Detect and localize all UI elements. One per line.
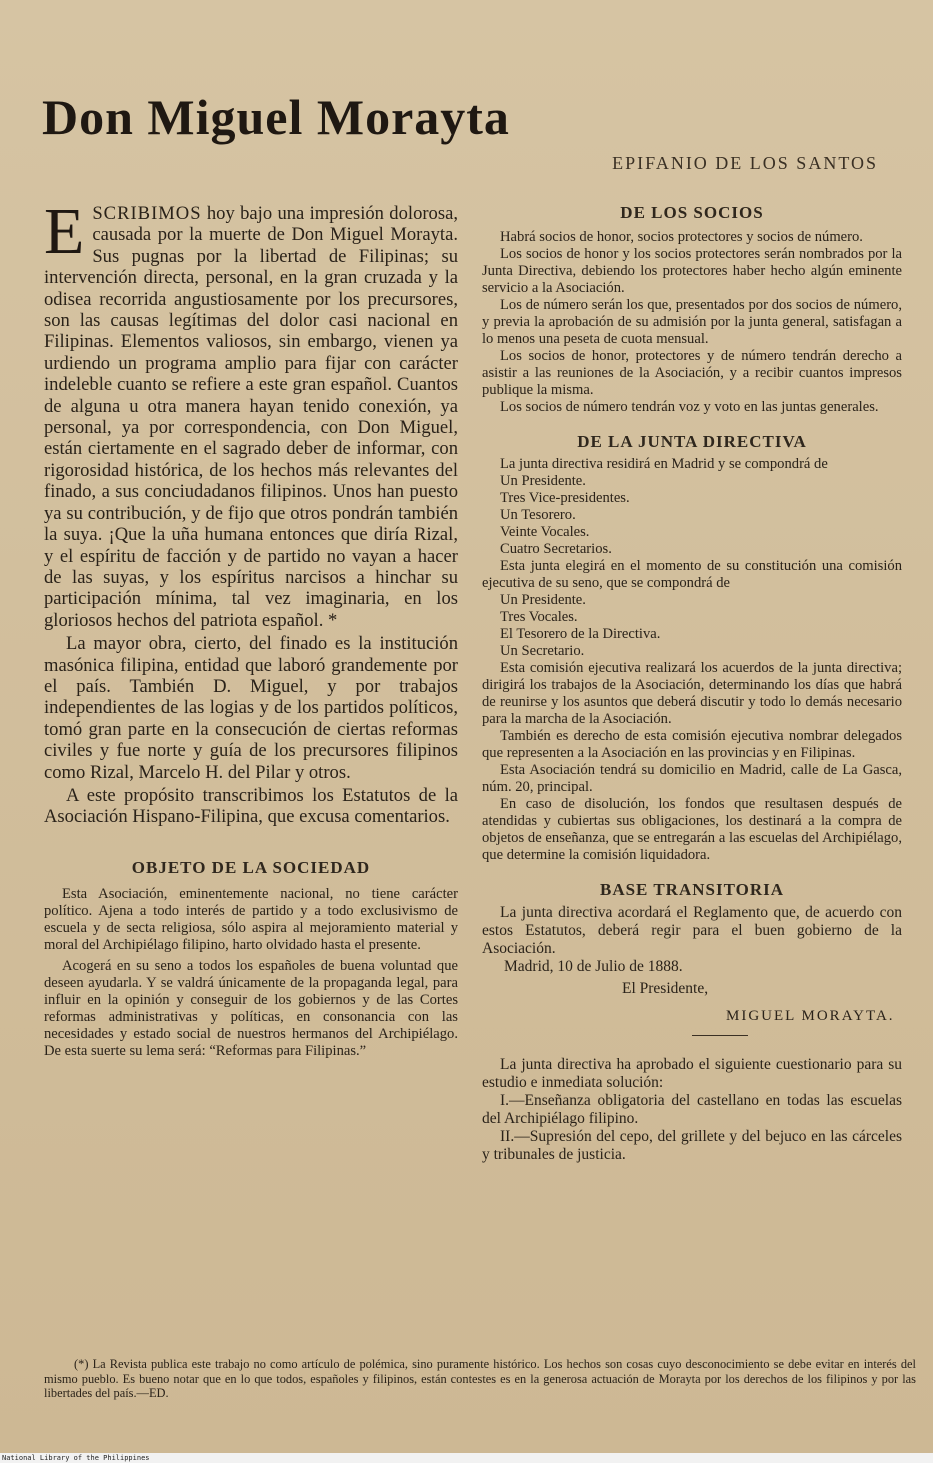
cuestionario-paragraph: II.—Supresión del cepo, del grillete y del bejuco en las cárceles y tribunales de justicia. xyxy=(482,1128,902,1163)
list-item: Tres Vice-presidentes. xyxy=(500,490,630,506)
objeto-paragraph: Esta Asociación, eminentemente nacional, no tiene carácter político. Ajena a todo interés de partido y a todo exclusivismo de escuela y de secta religiosa, sólo aspira al mejoramiento material y moral del Archipiélago filipino, harto olvidado hasta el presente. xyxy=(44,885,458,953)
section-heading-base: BASE TRANSITORIA xyxy=(599,880,785,899)
article-title: Don Miguel Morayta xyxy=(42,89,510,145)
comision-intro: Esta junta elegirá en el momento de su constitución una comisión ejecutiva de su seno, que se compondrá de xyxy=(482,558,902,591)
footnote: (*) La Revista publica este trabajo no como artículo de polémica, sino puramente histórico. Los hechos son cosas cuyo desconocimiento se debe evitar en interés del mismo pueblo. Es bueno notar que en lo que todos, españoles y filipinos, están contestes es en la generosa actuación de Morayta por los derechos de los filipinos y por las libertades del país.—ED. xyxy=(44,1357,916,1400)
intro-paragraph xyxy=(44,195,458,631)
list-item: Tres Vocales. xyxy=(500,609,578,625)
list-item: Un Secretario. xyxy=(500,643,585,659)
date-line: Madrid, 10 de Julio de 1888. xyxy=(504,958,683,975)
author-name: EPIFANIO DE LOS SANTOS xyxy=(612,153,878,173)
drop-cap: E xyxy=(44,195,85,268)
signature-role: El Presidente, xyxy=(622,980,709,997)
section-heading-junta: DE LA JUNTA DIRECTIVA xyxy=(577,432,807,451)
socios-paragraph: Habrá socios de honor, socios protectores y socios de número. xyxy=(500,229,863,245)
list-item: Veinte Vocales. xyxy=(500,524,590,540)
section-heading-objeto: OBJETO DE LA SOCIEDAD xyxy=(131,857,371,877)
body-paragraph: A este propósito transcribimos los Estatutos de la Asociación Hispano-Filipina, que excusa comentarios. xyxy=(44,784,458,828)
junta-paragraph: Esta Asociación tendrá su domicilio en Madrid, calle de La Gasca, núm. 20, principal. xyxy=(482,762,902,795)
junta-paragraph: En caso de disolución, los fondos que resultasen después de atendidas y cubiertas sus obligaciones, los destinará a la compra de objetos de enseñanza, que se entregarán a las escuelas del Archipiélago, que determine la comisión liquidadora. xyxy=(482,796,902,863)
socios-paragraph: Los socios de honor y los socios protectores serán nombrados por la Junta Directiva, debiendo los protectores haber hecho algún eminente servicio a la Asociación. xyxy=(482,246,902,296)
divider xyxy=(692,1035,748,1036)
list-item: El Tesorero de la Directiva. xyxy=(500,626,661,642)
list-item: Un Tesorero. xyxy=(500,507,576,523)
junta-intro: La junta directiva residirá en Madrid y se compondrá de xyxy=(500,456,828,472)
section-heading-socios: DE LOS SOCIOS xyxy=(620,203,764,222)
objeto-paragraph: Acogerá en su seno a todos los españoles de buena voluntad que deseen ayudarla. Y se valdrá únicamente de la propaganda legal, para influir en la opinión y conseguir de los gobiernos y de las Cortes reformas administrativas y políticas, en consonancia con las necesidades y estado social de nuestros hermanos del Archipiélago. De esta suerte su lema será: “Reformas para Filipinas.” xyxy=(44,957,458,1059)
intro-text: hoy bajo una impresión dolorosa, causada por la muerte de Don Miguel Morayta. Sus pugnas por la libertad de Filipinas; su intervención directa, personal, en la gran cruzada y la odisea recorrida angustiosamente por los precursores, son las causas legítimas del dolor casi nacional en Filipinas. Elementos valiosos, sin embargo, vienen ya urdiendo un programa amplio para fijar con carácter indeleble cuanto se refiere a este gran español. Cuantos de alguna u otra manera hayan tenido conexión, ya personal, ya por correspondencia, con Don Miguel, están ciertamente en el sagrado deber de informar, con rigorosidad histórica, de los hechos más relevantes del finado, a sus conciudadanos filipinos. Unos han puesto ya su contribución, y de fijo que otros pondrán también la suya. ¡Que la uña humana entonces que diría Rizal, y el espíritu de facción y de partido no vayan a hacer de las suyas, y los espíritus narcisos a hinchar su participación mínima, tal vez imaginaria, en los gloriosos hechos del patriota español. * xyxy=(44,203,458,631)
body-paragraph: La mayor obra, cierto, del finado es la institución masónica filipina, entidad que laboró grandemente por el país. También D. Miguel, y por trabajos independientes de las logias y de los partidos políticos, tomó gran parte en la consecución de ciertas reformas civiles y fue norte y guía de los precursores filipinos como Rizal, Marcelo H. del Pilar y otros. xyxy=(44,633,458,783)
cuestionario-paragraph: I.—Enseñanza obligatoria del castellano en todas las escuelas del Archipiélago filipino. xyxy=(482,1092,902,1127)
list-item: Cuatro Secretarios. xyxy=(500,541,612,557)
intro-caps: SCRIBIMOS xyxy=(92,203,202,224)
socios-paragraph: Los de número serán los que, presentados por dos socios de número, y previa la aprobación de su admisión por la junta general, satisfagan a lo menos una peseta de cuota mensual. xyxy=(482,297,902,347)
socios-paragraph: Los socios de número tendrán voz y voto en las juntas generales. xyxy=(500,399,879,415)
list-item: Un Presidente. xyxy=(500,473,586,489)
signature-name: MIGUEL MORAYTA. xyxy=(726,1008,895,1024)
list-item: Un Presidente. xyxy=(500,592,586,608)
base-paragraph: La junta directiva acordará el Reglamento que, de acuerdo con estos Estatutos, deberá regir para el buen gobierno de la Asociación. xyxy=(482,904,902,957)
cuestionario-paragraph: La junta directiva ha aprobado el siguiente cuestionario para su estudio e inmediata solución: xyxy=(482,1056,902,1091)
library-watermark: National Library of the Philippines xyxy=(0,1453,933,1463)
junta-paragraph: También es derecho de esta comisión ejecutiva nombrar delegados que representen a la Asociación en las provincias y en Filipinas. xyxy=(482,728,902,761)
right-column xyxy=(482,203,902,1164)
junta-paragraph: Esta comisión ejecutiva realizará los acuerdos de la junta directiva; dirigirá los trabajos de la Asociación, determinando los días que habrá de reunirse y los asuntos que deberá discutir y todo lo demás necesario para la marcha de la Asociación. xyxy=(482,660,902,727)
left-column xyxy=(44,195,458,1060)
socios-paragraph: Los socios de honor, protectores y de número tendrán derecho a asistir a las reuniones de la Asociación, y a recibir cuantos impresos publique la misma. xyxy=(482,348,902,398)
